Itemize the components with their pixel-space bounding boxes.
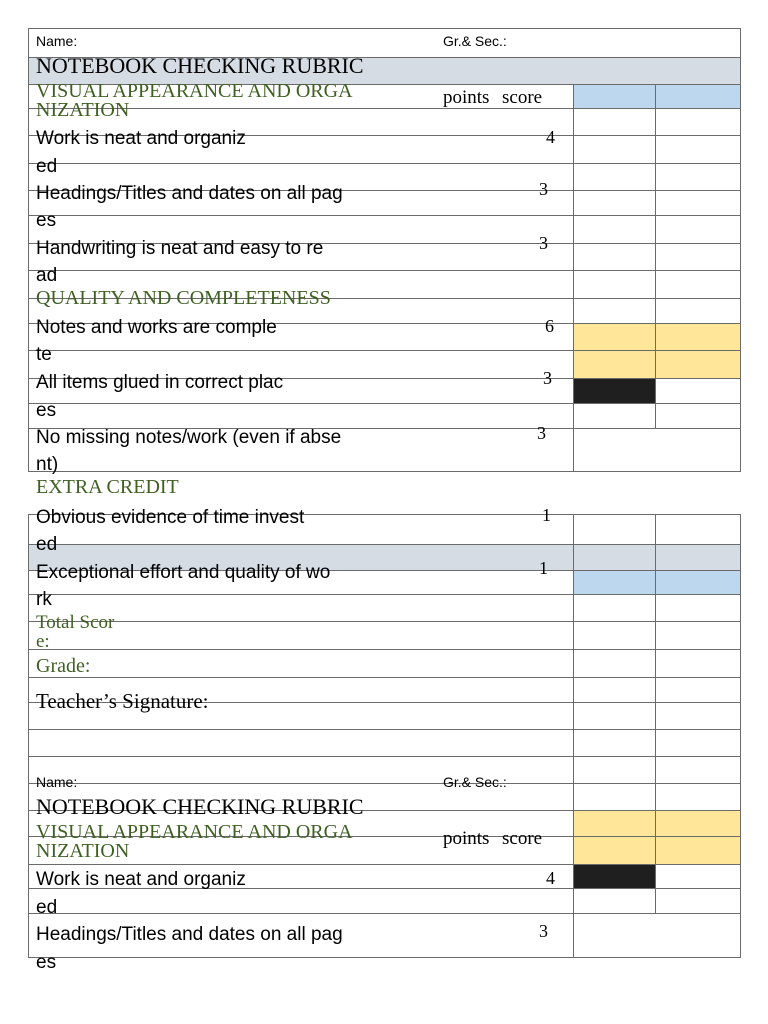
teacher-signature-label: Teacher’s Signature: <box>36 689 209 713</box>
section-quality: QUALITY AND COMPLETENESS <box>36 287 331 309</box>
criterion-label-cont: ed <box>36 156 58 177</box>
criterion-label-cont: ad <box>36 265 58 286</box>
section-visual-line1: VISUAL APPEARANCE AND ORGA <box>36 80 353 102</box>
score-cell-blue-2 <box>655 84 740 108</box>
criterion-label: Obvious evidence of time invest <box>36 507 305 528</box>
criterion-label-cont: nt) <box>36 454 59 475</box>
score-cell-blue-4 <box>655 570 740 594</box>
criterion-points: 3 <box>543 368 552 388</box>
rubric-title: NOTEBOOK CHECKING RUBRIC <box>36 794 364 819</box>
criterion-points: 4 <box>546 868 555 888</box>
section-extra-credit: EXTRA CREDIT <box>36 476 179 498</box>
criterion-label-cont: es <box>36 400 57 421</box>
points-header: points <box>443 828 490 849</box>
score-cell-black-1 <box>573 378 655 403</box>
score-cell-black-2 <box>573 864 655 888</box>
criterion-label: Handwriting is neat and easy to re <box>36 238 324 259</box>
criterion-points: 4 <box>546 127 555 147</box>
criterion-points: 3 <box>537 423 546 443</box>
criterion-label-cont: es <box>36 210 57 231</box>
score-cell-blue-3 <box>573 570 655 594</box>
section-visual-line1: VISUAL APPEARANCE AND ORGA <box>36 821 353 843</box>
criterion-points: 1 <box>539 558 548 578</box>
name-label: Name: <box>36 774 78 790</box>
score-header: score <box>502 828 543 849</box>
total-score-label-line1: Total Scor <box>36 612 115 633</box>
criterion-label: Headings/Titles and dates on all pag <box>36 183 343 204</box>
criterion-label-cont: es <box>36 952 57 973</box>
section-visual-line2: NIZATION <box>36 840 130 862</box>
criterion-label-cont: te <box>36 344 52 365</box>
score-header: score <box>502 87 543 108</box>
criterion-points: 3 <box>539 921 548 941</box>
rubric-title: NOTEBOOK CHECKING RUBRIC <box>36 53 364 78</box>
grade-section-label: Gr.& Sec.: <box>443 774 507 790</box>
grade-label: Grade: <box>36 655 91 677</box>
criterion-label-cont: rk <box>36 589 52 610</box>
criterion-label: Exceptional effort and quality of wo <box>36 562 331 583</box>
section-visual-line2: NIZATION <box>36 99 130 121</box>
criterion-label-cont: ed <box>36 897 58 918</box>
grade-section-label: Gr.& Sec.: <box>443 33 507 49</box>
criterion-label-cont: ed <box>36 534 58 555</box>
score-cell-yellow-2 <box>573 810 740 864</box>
criterion-label: Notes and works are comple <box>36 317 277 338</box>
criterion-label: Work is neat and organiz <box>36 869 246 890</box>
criterion-label: Headings/Titles and dates on all pag <box>36 924 343 945</box>
criterion-label: All items glued in correct plac <box>36 372 284 393</box>
criterion-label: Work is neat and organiz <box>36 128 246 149</box>
score-cell-blue-1 <box>573 84 655 108</box>
criterion-points: 3 <box>539 179 548 199</box>
criterion-points: 1 <box>542 505 551 525</box>
criterion-label: No missing notes/work (even if abse <box>36 427 342 448</box>
criterion-points: 6 <box>545 316 554 336</box>
criterion-points: 3 <box>539 233 548 253</box>
name-label: Name: <box>36 33 78 49</box>
total-score-label-line2: e: <box>36 631 50 652</box>
points-header: points <box>443 87 490 108</box>
